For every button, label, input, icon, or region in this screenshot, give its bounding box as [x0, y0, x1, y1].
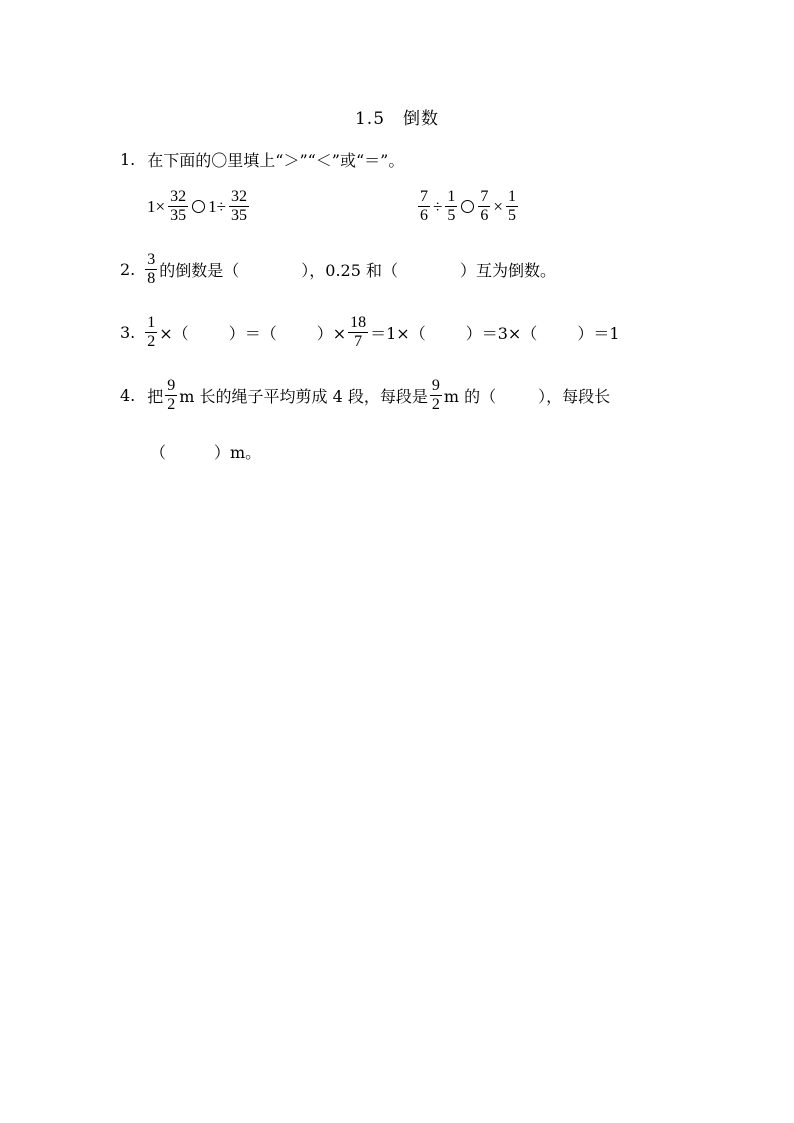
- question-number: 1.: [120, 150, 136, 169]
- operator: ×: [493, 196, 503, 216]
- q1-expression-left: [146, 188, 251, 225]
- denominator: 35: [170, 207, 187, 224]
- denominator: 5: [507, 207, 516, 224]
- question-text: （ ）m。: [150, 443, 262, 462]
- expr-text: ）＝1: [577, 324, 620, 343]
- q1-expression-right: [416, 188, 520, 225]
- numerator: 18: [350, 314, 367, 331]
- denominator: 7: [354, 333, 363, 350]
- fraction: [478, 188, 490, 225]
- fraction: [165, 377, 177, 414]
- numerator: 9: [431, 377, 440, 394]
- expr-text: ）＝3×（: [465, 324, 538, 343]
- fraction: [418, 188, 430, 225]
- expr-text: 1×: [147, 196, 166, 216]
- question-text: 在下面的〇里填上“＞”“＜”或“＝”。: [147, 151, 405, 170]
- question-3: [120, 314, 620, 351]
- fraction: [445, 188, 457, 225]
- compare-circle[interactable]: [192, 200, 205, 213]
- fraction: [229, 188, 249, 225]
- denominator: 5: [447, 207, 456, 224]
- numerator: 32: [230, 188, 247, 205]
- page-title: 1.5 倒数: [354, 109, 440, 129]
- operator: ÷: [433, 196, 443, 216]
- question-text: m 的（: [443, 387, 497, 406]
- expr-text: ）＝（: [228, 324, 277, 343]
- numerator: 1: [507, 188, 516, 205]
- question-4: [120, 377, 610, 414]
- question-4-line-2: [150, 440, 261, 463]
- expr-text: ＝1×（: [370, 324, 426, 343]
- question-number: 4.: [120, 386, 136, 405]
- question-1: [120, 148, 404, 171]
- numerator: 3: [147, 251, 156, 268]
- fraction: [168, 188, 188, 225]
- fraction: [145, 251, 157, 288]
- fraction: [430, 377, 442, 414]
- denominator: 2: [431, 396, 440, 413]
- numerator: 7: [480, 188, 489, 205]
- denominator: 2: [167, 396, 176, 413]
- fraction: [348, 314, 368, 351]
- compare-circle[interactable]: [461, 200, 474, 213]
- question-number: 3.: [120, 323, 136, 342]
- denominator: 6: [480, 207, 489, 224]
- denominator: 2: [147, 333, 156, 350]
- question-text: ），每段长: [538, 387, 611, 406]
- numerator: 1: [447, 188, 456, 205]
- question-2: [120, 251, 556, 288]
- numerator: 32: [170, 188, 187, 205]
- question-text: 把: [147, 387, 164, 406]
- expr-text: ×（: [159, 324, 189, 343]
- fraction: [145, 314, 157, 351]
- expr-text: ）×: [316, 324, 347, 343]
- question-text: ），0.25 和（: [301, 261, 398, 280]
- question-text: m 长的绳子平均剪成 4 段，每段是: [179, 387, 428, 406]
- question-text: 的倒数是（: [159, 261, 240, 280]
- numerator: 1: [147, 314, 156, 331]
- denominator: 8: [147, 270, 156, 287]
- question-number: 2.: [120, 260, 136, 279]
- expr-text: 1÷: [208, 196, 226, 216]
- numerator: 9: [167, 377, 176, 394]
- question-text: ）互为倒数。: [460, 261, 557, 280]
- denominator: 6: [420, 207, 428, 224]
- numerator: 7: [420, 188, 428, 205]
- denominator: 35: [230, 207, 247, 224]
- fraction: [506, 188, 518, 225]
